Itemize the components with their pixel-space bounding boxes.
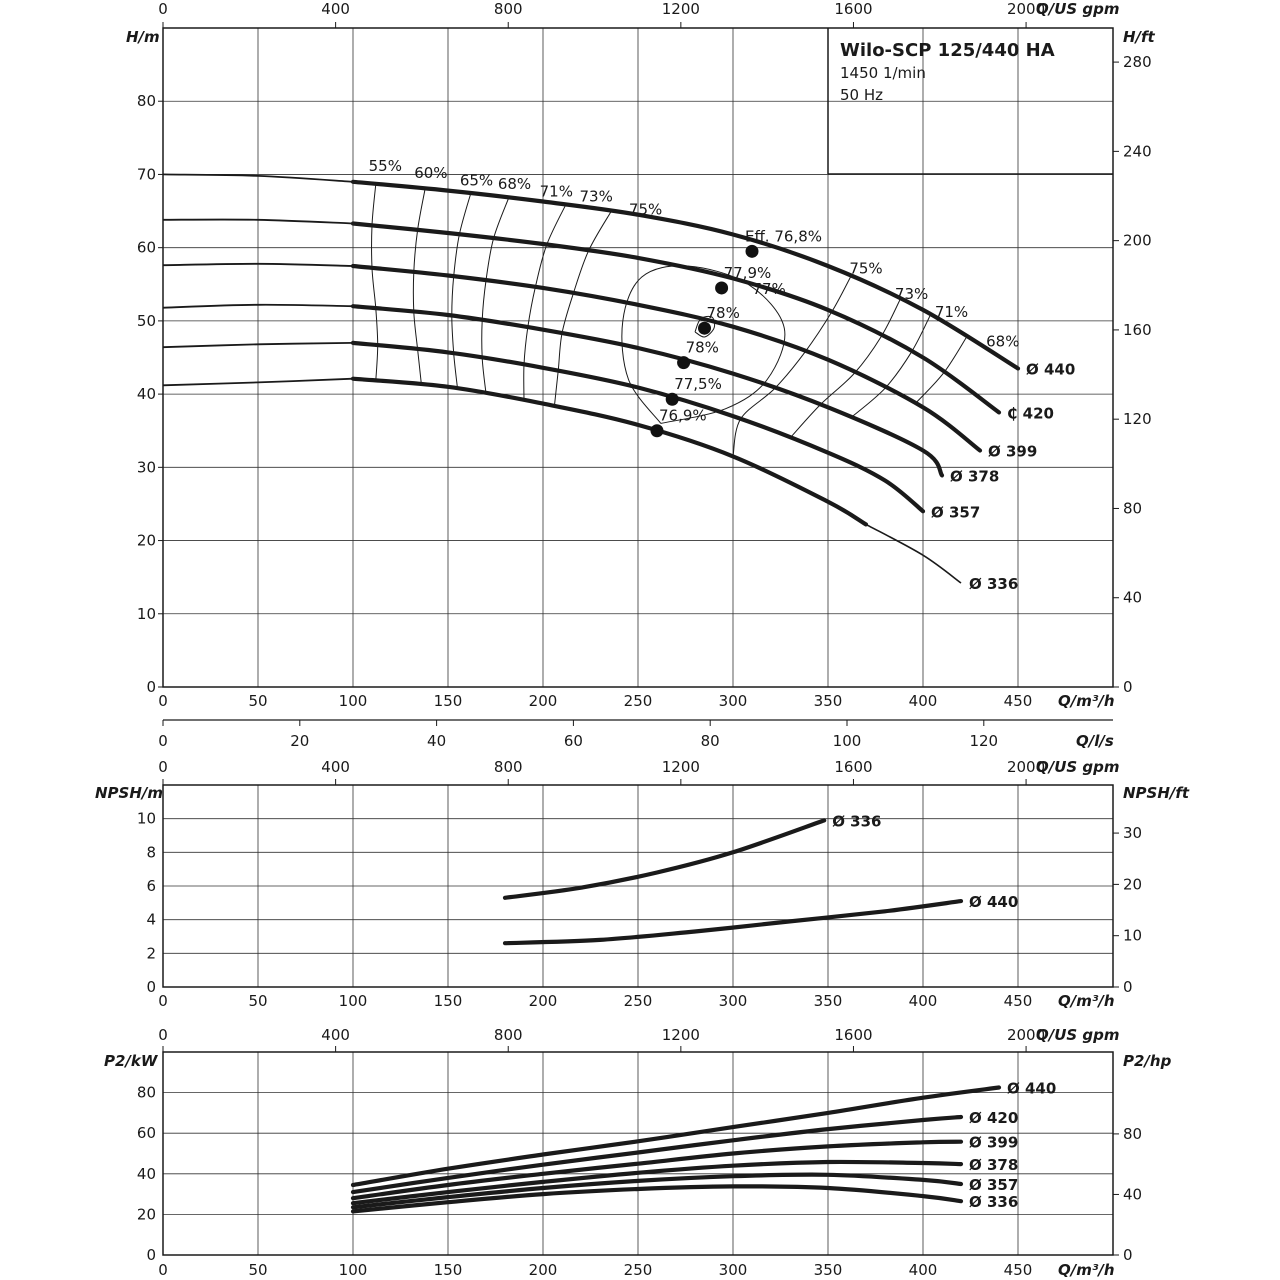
x-tick-m3h: 50 <box>248 992 268 1010</box>
x-tick-m3h: 150 <box>433 1261 463 1279</box>
y-tick-ft: 80 <box>1123 499 1143 518</box>
x-tick-gpm: 800 <box>493 758 523 776</box>
x-tick-gpm: 1200 <box>661 758 700 776</box>
x-tick-m3h: 400 <box>908 692 938 710</box>
y-tick-ft: 40 <box>1123 588 1143 607</box>
power-axis-label-hp-text: P2/hp <box>1123 1052 1172 1070</box>
x-tick-gpm: 800 <box>493 0 523 18</box>
npsh-curve-label: Ø 440 <box>969 893 1019 912</box>
efficiency-label: 68% <box>497 175 532 194</box>
head-curves <box>163 174 1075 593</box>
bep-marker <box>715 281 728 294</box>
y-tick-ft: 200 <box>1123 231 1152 250</box>
x-tick-gpm: 1200 <box>661 1026 700 1044</box>
y-tick-ft: 0 <box>1123 678 1133 696</box>
x-tick-m3h: 300 <box>718 692 748 710</box>
x-tick-m3h: 200 <box>528 692 558 710</box>
bep-marker <box>746 245 759 258</box>
efficiency-contour <box>452 193 471 388</box>
efficiency-contour <box>482 198 509 394</box>
y-tick-kw: 40 <box>136 1164 156 1183</box>
npsh-grid <box>163 785 1113 987</box>
y-tick-m: 30 <box>136 458 156 477</box>
y-tick-m: 0 <box>146 978 156 996</box>
y-tick-ft: 20 <box>1123 875 1143 894</box>
power-axis-label-kw <box>104 1052 159 1070</box>
head-curve-label: ₵ 420 <box>1007 404 1054 423</box>
y-tick-m: 0 <box>146 678 156 696</box>
y-tick-hp: 0 <box>1123 1246 1133 1264</box>
npsh-curve-label: Ø 336 <box>832 812 882 831</box>
x-tick-m3h: 200 <box>528 992 558 1010</box>
x-tick-gpm: 400 <box>321 0 350 18</box>
y-tick-kw: 20 <box>136 1205 156 1224</box>
y-tick-kw: 0 <box>146 1246 156 1264</box>
x-tick-m3h: 200 <box>528 1261 558 1279</box>
npsh-chart-panel <box>95 758 1190 1010</box>
efficiency-label: 71% <box>539 182 573 201</box>
x-tick-gpm: 400 <box>321 1026 350 1044</box>
head-axis-label-m3h: Q/m³/h <box>1058 692 1115 710</box>
efficiency-contour <box>851 315 931 418</box>
power-curve-label: Ø 440 <box>1007 1079 1057 1098</box>
bep-label: 76,9% <box>659 406 707 425</box>
y-tick-ft: 10 <box>1123 926 1143 945</box>
head-axis-label-gpm: Q/US gpm <box>1036 0 1120 18</box>
efficiency-contour <box>413 188 425 384</box>
power-curve-label: Ø 357 <box>969 1175 1019 1194</box>
x-tick-m3h: 250 <box>623 992 653 1010</box>
head-curve-label: Ø 357 <box>931 503 981 522</box>
x-tick-gpm: 0 <box>158 1026 168 1044</box>
info-box-frequency: 50 Hz <box>840 86 884 104</box>
efficiency-contour <box>733 277 851 457</box>
npsh-axis-label-ft: NPSH/ft <box>1123 784 1190 802</box>
x-tick-ls: 0 <box>158 732 168 750</box>
y-tick-m: 80 <box>136 92 156 111</box>
x-tick-ls: 40 <box>427 732 447 750</box>
head-axis-label-ft: H/ft <box>1123 28 1155 46</box>
bep-label: 78% <box>706 304 740 323</box>
power-curve-label: Ø 378 <box>969 1156 1019 1175</box>
efficiency-label: 55% <box>368 156 402 175</box>
npsh-axis-label-m3h: Q/m³/h <box>1058 992 1115 1010</box>
x-tick-m3h: 100 <box>338 1261 368 1279</box>
y-tick-m: 50 <box>136 311 156 330</box>
y-tick-m: 6 <box>146 877 156 895</box>
head-curve-label: Ø 440 <box>1026 360 1076 379</box>
x-tick-gpm: 2000 <box>1006 758 1046 776</box>
x-tick-m3h: 100 <box>338 692 368 710</box>
x-tick-gpm: 1600 <box>834 1026 873 1044</box>
bep-marker <box>651 424 664 437</box>
x-tick-ls: 60 <box>563 732 583 750</box>
power-curve-label: Ø 336 <box>969 1193 1019 1212</box>
npsh-curves <box>505 812 1018 943</box>
x-tick-m3h: 150 <box>433 992 463 1010</box>
x-tick-m3h: 450 <box>1003 692 1033 710</box>
y-tick-m: 40 <box>136 385 156 404</box>
efficiency-label: 75% <box>849 259 883 278</box>
npsh-tick-labels <box>137 758 1142 1010</box>
x-tick-m3h: 450 <box>1003 1261 1033 1279</box>
y-tick-m: 4 <box>146 910 156 929</box>
x-tick-m3h: 250 <box>623 692 653 710</box>
x-tick-gpm: 2000 <box>1006 0 1046 18</box>
head-curve-label: Ø 336 <box>969 575 1019 594</box>
x-tick-m3h: 350 <box>813 692 843 710</box>
power-curve-label: Ø 420 <box>969 1108 1019 1127</box>
x-tick-gpm: 0 <box>158 0 168 18</box>
efficiency-contour <box>372 184 378 381</box>
bep-marker <box>677 356 690 369</box>
power-axis-label-hp <box>1123 1052 1172 1070</box>
x-tick-gpm: 2000 <box>1006 1026 1046 1044</box>
head-curve <box>353 379 866 525</box>
y-tick-m: 60 <box>136 238 156 257</box>
x-tick-m3h: 100 <box>338 992 368 1010</box>
x-tick-gpm: 400 <box>321 758 350 776</box>
bep-marker <box>698 322 711 335</box>
bep-label: 77,5% <box>674 375 722 394</box>
y-tick-m: 20 <box>136 531 156 550</box>
y-tick-m: 2 <box>146 944 156 963</box>
power-axis-label-kw-text: P2/kW <box>104 1052 158 1070</box>
info-box-speed: 1450 1/min <box>840 64 926 82</box>
y-tick-kw: 60 <box>136 1124 156 1143</box>
head-axis-label-m: H/m <box>126 28 160 46</box>
x-tick-m3h: 0 <box>158 992 168 1010</box>
y-tick-hp: 80 <box>1123 1124 1143 1143</box>
x-tick-m3h: 0 <box>158 692 168 710</box>
head-curve-tail <box>866 524 961 583</box>
efficiency-label: 60% <box>414 164 448 183</box>
y-tick-ft: 120 <box>1123 410 1152 429</box>
y-tick-ft: 0 <box>1123 978 1133 996</box>
bep-marker <box>666 393 679 406</box>
x-tick-m3h: 150 <box>433 692 463 710</box>
x-tick-m3h: 0 <box>158 1261 168 1279</box>
efficiency-label: 65% <box>459 171 494 190</box>
flow-ls-axis <box>158 720 1114 750</box>
y-tick-kw: 80 <box>136 1083 156 1102</box>
bep-label: 78% <box>685 338 719 357</box>
y-tick-ft: 160 <box>1123 320 1152 339</box>
npsh-axis-label-gpm: Q/US gpm <box>1036 758 1120 776</box>
x-tick-m3h: 400 <box>908 992 938 1010</box>
x-tick-ls: 80 <box>700 732 720 750</box>
y-tick-m: 10 <box>136 809 156 828</box>
efficiency-label: 73% <box>894 284 929 303</box>
x-tick-gpm: 800 <box>493 1026 523 1044</box>
x-tick-m3h: 300 <box>718 992 748 1010</box>
x-tick-gpm: 1600 <box>834 0 873 18</box>
x-tick-ls: 120 <box>969 732 999 750</box>
x-tick-m3h: 50 <box>248 1261 268 1279</box>
y-tick-ft: 280 <box>1123 53 1152 72</box>
flow-ls-axis-label: Q/l/s <box>1076 732 1114 750</box>
x-tick-m3h: 350 <box>813 992 843 1010</box>
info-box-title: Wilo-SCP 125/440 HA <box>840 40 1055 61</box>
efficiency-label: 73% <box>579 187 613 206</box>
y-tick-m: 8 <box>146 843 156 862</box>
efficiency-label: 75% <box>628 200 663 219</box>
bep-label: Eff. 76,8% <box>745 227 822 246</box>
x-tick-ls: 100 <box>832 732 862 750</box>
bep-label: 77,9% <box>723 263 772 282</box>
efficiency-label: 68% <box>986 332 1020 351</box>
head-curve-label: Ø 399 <box>988 442 1038 461</box>
power-curve-label: Ø 399 <box>969 1133 1019 1152</box>
power-chart-panel <box>104 1026 1172 1279</box>
y-tick-m: 10 <box>136 604 156 623</box>
x-tick-m3h: 450 <box>1003 992 1033 1010</box>
x-tick-gpm: 1200 <box>661 0 700 18</box>
x-tick-gpm: 0 <box>158 758 168 776</box>
y-tick-ft: 240 <box>1123 142 1152 161</box>
npsh-axis-label-m: NPSH/m <box>95 784 164 802</box>
x-tick-ls: 20 <box>290 732 310 750</box>
x-tick-m3h: 350 <box>813 1261 843 1279</box>
power-curves <box>353 1080 1056 1212</box>
head-curve-label: Ø 378 <box>950 467 1000 486</box>
power-axis-label-m3h: Q/m³/h <box>1058 1261 1115 1279</box>
y-tick-ft: 30 <box>1123 824 1143 843</box>
x-tick-m3h: 300 <box>718 1261 748 1279</box>
x-tick-m3h: 50 <box>248 692 268 710</box>
efficiency-label: 77% <box>752 279 786 298</box>
y-tick-m: 70 <box>136 165 156 184</box>
head-chart-panel <box>126 0 1156 710</box>
y-tick-hp: 40 <box>1123 1185 1143 1204</box>
x-tick-m3h: 250 <box>623 1261 653 1279</box>
x-tick-gpm: 1600 <box>834 758 873 776</box>
efficiency-label: 71% <box>934 303 969 322</box>
x-tick-m3h: 400 <box>908 1261 938 1279</box>
power-axis-label-gpm: Q/US gpm <box>1036 1026 1120 1044</box>
